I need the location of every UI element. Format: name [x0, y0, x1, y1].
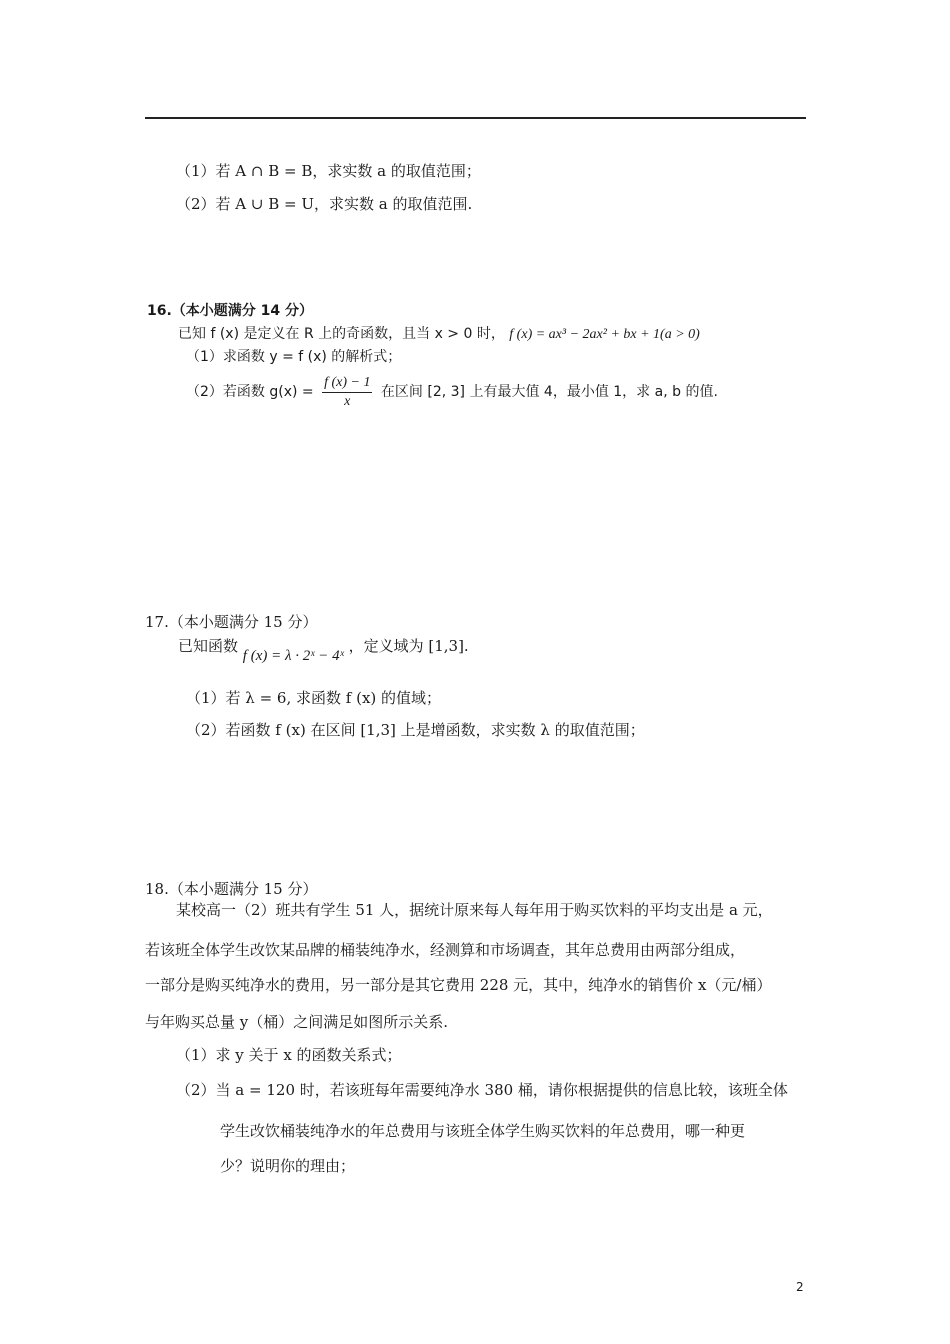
- q18-part2-line-1: （2）当 a = 120 时，若该班每年需要纯净水 380 桶，请你根据提供的信息比较，该班全体: [176, 1081, 788, 1099]
- q18-part2-line-2: 学生改饮桶装纯净水的年总费用与该班全体学生购买饮料的年总费用，哪一种更: [220, 1122, 746, 1140]
- q17-given-formula: f (x) = λ · 2ˣ − 4ˣ: [242, 648, 344, 664]
- q18-paragraph-line-4: 与年购买总量 y（桶）之间满足如图所示关系.: [145, 1013, 449, 1031]
- q17-given-prefix: 已知函数: [178, 637, 239, 655]
- q18-part2-line-3: 少？说明你的理由；: [220, 1157, 356, 1175]
- q17-part2: （2）若函数 f (x) 在区间 [1,3] 上是增函数，求实数 λ 的取值范围；: [186, 721, 645, 739]
- q18-paragraph-line-1: 某校高一（2）班共有学生 51 人，据统计原来每人每年用于购买饮料的平均支出是 a 元，: [176, 901, 773, 919]
- q16-part2-suffix: 在区间 [2, 3] 上有最大值 4，最小值 1，求 a, b 的值.: [380, 384, 718, 400]
- q16-given-formula: f (x) = ax³ − 2ax² + bx + 1(a > 0): [509, 327, 700, 342]
- header-rule: [145, 117, 806, 119]
- q16-part1: （1）求函数 y = f (x) 的解析式；: [186, 349, 402, 365]
- q17-given: [178, 636, 469, 664]
- q18-header: 18.（本小题满分 15 分）: [145, 880, 318, 898]
- q17-part1: （1）若 λ = 6, 求函数 f (x) 的值域；: [186, 689, 442, 707]
- q16-fraction-numerator: f (x) − 1: [322, 374, 372, 393]
- q16-fraction-denominator: x: [344, 393, 351, 409]
- q17-header: 17.（本小题满分 15 分）: [145, 613, 318, 631]
- q18-paragraph-line-3: 一部分是购买纯净水的费用，另一部分是其它费用 228 元，其中，纯净水的销售价 x（元/桶）: [145, 976, 772, 994]
- q15-part1: （1）若 A ∩ B = B，求实数 a 的取值范围；: [176, 162, 481, 180]
- q16-given-prefix: 已知 f (x) 是定义在 R 上的奇函数，且当 x > 0 时，: [178, 326, 505, 342]
- q16-given: [178, 324, 700, 345]
- q16-fraction: [322, 374, 372, 411]
- q16-part2-prefix: （2）若函数 g(x) =: [186, 384, 314, 400]
- q18-paragraph-line-2: 若该班全体学生改饮某品牌的桶装纯净水，经测算和市场调查，其年总费用由两部分组成，: [145, 941, 746, 959]
- q16-header: 16.（本小题满分 14 分）: [147, 303, 314, 319]
- page-number: 2: [796, 1280, 804, 1294]
- q17-given-suffix: ，定义域为 [1,3].: [348, 637, 469, 655]
- q16-part2: [186, 372, 718, 412]
- q18-part1: （1）求 y 关于 x 的函数关系式；: [176, 1046, 402, 1064]
- q15-part2: （2）若 A ∪ B = U，求实数 a 的取值范围.: [176, 195, 473, 213]
